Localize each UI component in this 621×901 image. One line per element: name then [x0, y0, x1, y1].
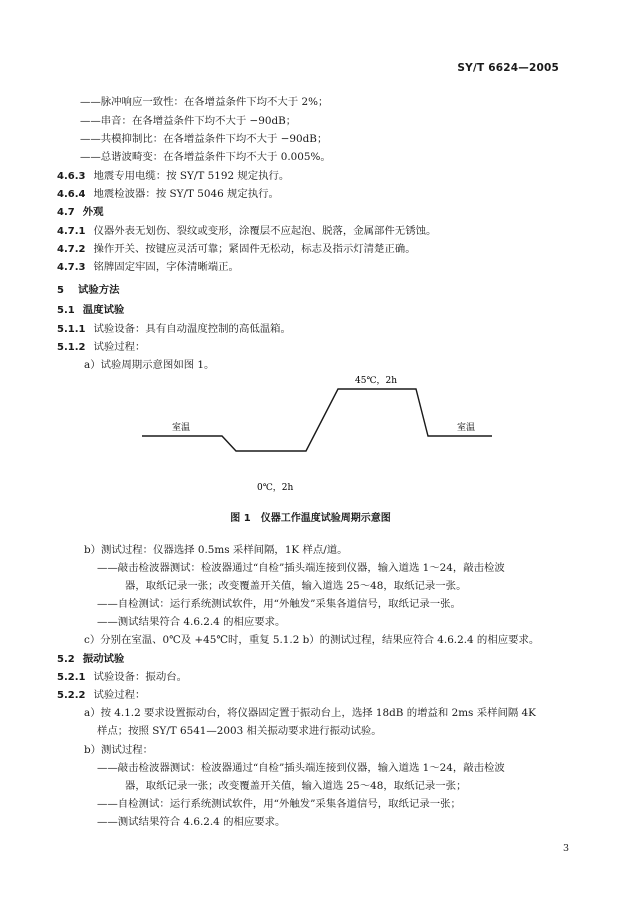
clause-number: 5: [57, 285, 64, 296]
list-item: a）试验周期示意图如图 1。: [84, 359, 215, 371]
temperature-cycle-line: [142, 389, 492, 451]
clause-number: 5.1.1: [57, 324, 86, 335]
list-item: ——自检测试：运行系统测试软件，用“外触发”采集各道信号，取纸记录一张。: [97, 598, 461, 610]
section-heading: [57, 652, 124, 667]
list-item-continuation: 器，取纸记录一张；改变覆盖开关值，输入道选 25～48，取纸记录一张；: [125, 780, 467, 792]
clause-number: 5.2: [57, 654, 75, 665]
clause-number: 4.7.3: [57, 262, 86, 273]
clause-text: 试验设备：具有自动温度控制的高低温箱。: [93, 323, 291, 335]
list-item: ——共模抑制比：在各增益条件下均不大于 −90dB；: [80, 133, 328, 145]
clause-number: 4.6.4: [57, 189, 86, 200]
list-item: b）测试过程：: [84, 744, 153, 756]
clause-text: 试验过程：: [93, 689, 146, 701]
list-item-continuation: 器，取纸记录一张；改变覆盖开关值，输入道选 25～48，取纸记录一张。: [125, 580, 467, 592]
list-item-continuation: 样点；按照 SY/T 6541—2003 相关振动要求进行振动试验。: [97, 725, 382, 737]
list-item: ——测试结果符合 4.6.2.4 的相应要求。: [97, 816, 286, 828]
clause-number: 4.7: [57, 207, 75, 218]
list-item: ——串音：在各增益条件下均不大于 −90dB；: [80, 115, 297, 127]
list-item: ——敲击检波器测试：检波器通过“自检”插头端连接到仪器，输入道选 1～24，敲击检波: [97, 762, 505, 774]
clause-text: 操作开关、按键应灵活可靠；紧固件无松动，标志及指示灯清楚正确。: [93, 243, 416, 255]
heading-text: 试验方法: [77, 284, 120, 296]
room-temp-label-left: 室温: [172, 423, 191, 433]
clause-number: 5.2.2: [57, 690, 86, 701]
list-item: c）分别在室温、0℃及 +45℃时，重复 5.1.2 b）的测试过程，结果应符合 4.6.2.4 的相应要求。: [84, 634, 540, 646]
figure-caption: 图 1 仪器工作温度试验周期示意图: [230, 513, 391, 524]
heading-text: 温度试验: [82, 304, 125, 316]
list-item: ——自检测试：运行系统测试软件，用“外触发”采集各道信号，取纸记录一张；: [97, 798, 461, 810]
clause-text: 试验设备：振动台。: [93, 671, 187, 683]
clause-text: 仪器外表无划伤、裂纹或变形，涂覆层不应起泡、脱落，金属部件无锈蚀。: [93, 225, 437, 237]
clause-text: 试验过程：: [93, 341, 146, 353]
clause-text: 铭牌固定牢固，字体清晰端正。: [93, 261, 239, 273]
clause-number: 5.2.1: [57, 672, 86, 683]
page-number: 3: [562, 843, 569, 854]
clause-number: 5.1.2: [57, 342, 86, 353]
clause: [57, 688, 145, 703]
standard-number: SY/T 6624—2005: [457, 62, 559, 74]
heading-text: 振动试验: [82, 653, 125, 665]
list-item: ——敲击检波器测试：检波器通过“自检”插头端连接到仪器，输入道选 1～24，敲击检波: [97, 562, 505, 574]
clause-number: 4.6.3: [57, 171, 86, 182]
list-item: a）按 4.1.2 要求设置振动台，将仪器固定置于振动台上，选择 18dB 的增益和 2ms 采样间隔 4K: [84, 707, 536, 719]
heading-text: 外观: [82, 206, 104, 218]
list-item: ——测试结果符合 4.6.2.4 的相应要求。: [97, 616, 286, 628]
clause: [57, 670, 187, 685]
list-item: ——脉冲响应一致性：在各增益条件下均不大于 2%；: [80, 96, 329, 108]
clause-number: 5.1: [57, 305, 75, 316]
clause-number: 4.7.2: [57, 244, 86, 255]
low-temp-label: 0℃，2h: [257, 483, 294, 493]
room-temp-label-right: 室温: [457, 423, 476, 433]
high-temp-label: 45℃，2h: [355, 376, 398, 386]
clause-text: 地震检波器：按 SY/T 5046 规定执行。: [93, 188, 279, 200]
clause-number: 4.7.1: [57, 226, 86, 237]
list-item: ——总谐波畸变：在各增益条件下均不大于 0.005%。: [80, 151, 331, 163]
clause-text: 地震专用电缆：按 SY/T 5192 规定执行。: [93, 170, 290, 182]
list-item: b）测试过程：仪器选择 0.5ms 采样间隔，1K 样点/道。: [84, 544, 348, 556]
